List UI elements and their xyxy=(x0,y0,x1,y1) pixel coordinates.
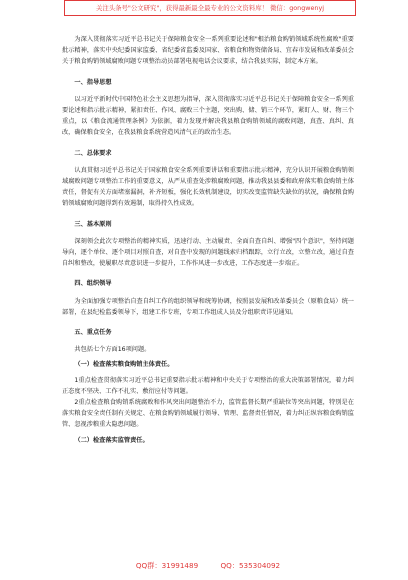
section-heading-2: 二、总体要求 xyxy=(74,149,112,157)
qq-number: QQ：535304092 xyxy=(220,561,281,570)
section-heading-3: 三、基本原则 xyxy=(74,220,112,228)
section-4-paragraph: 为全面加强专项整治自查自纠工作的组织领导和统筹协调，按照县发展和改革委员会（原粮食局）统一部署，在县纪检监委领导下，组建工作专班，专项工作组成人员及分组职责详见通知。 xyxy=(62,297,354,316)
section-5-paragraph: 共包括七个方面16项问题。 xyxy=(74,346,151,354)
document-body xyxy=(62,34,354,450)
subsection-1-paragraph-2: 2重点检查粮食购销系统腐败和作风突出问题整治不力，监管监督长期严重缺位等突出问题，特别是在落实粮食安全责任制有关规定、在粮食购销领域履行领导、管理、监督责任情况，着力纠正纵容粮食购销监管、忽视涉粮重大隐患问题。 xyxy=(62,399,354,429)
footer-contact xyxy=(62,561,354,571)
subsection-heading-1: （一）检查落实粮食购销主体责任。 xyxy=(74,361,174,369)
top-banner: 关注头条号"公文研究"，获得最新最全最专业的公文资料库！ 微信：gongwenyj xyxy=(64,0,356,16)
section-2-paragraph: 认真贯彻习近平总书记关于国家粮食安全系列重要讲话和重要指示批示精神，充分认识开展粮食购销领域腐败问题专项整治工作的重要意义，从严从重查处涉粮腐败问题，推动我县县委和政府落实粮食购销主体责任，督促有关方面堵塞漏洞，补齐短板，强化长效机制建设，切实改变监管缺失缺位的状况，确保粮食购销领域腐败问题得到有效遏制，取得持久性成效。 xyxy=(62,166,354,208)
subsection-1-paragraph-1: 1重点检查贯彻落实习近平总书记重要指示批示精神和中央关于专项整治的重大决策部署情况，着力纠正态度不坚决、工作不扎实、敷衍应付等问题。 xyxy=(62,376,354,395)
section-1-paragraph: 以习近平新时代中国特色社会主义思想为指导，深入贯彻落实习近平总书记关于保障粮食安全一系列重要论述和指示批示精神，紧扣责任、作风、腐败三个主题，突出购、储、销三个环节，紧盯人、财、物三个重点，以《粮食流通管理条例》为依据，着力发现并解决我县粮食购销领域的腐败问题，真查、真纠、真改，确保粮食安全，在我县粮食系统营造风清气正的政治生态。 xyxy=(62,95,354,137)
section-heading-1: 一、指导思想 xyxy=(74,78,112,86)
subsection-heading-2: （二）检查落实监管责任。 xyxy=(74,436,149,444)
section-heading-5: 五、重点任务 xyxy=(74,329,112,337)
qq-group: QQ群：31991489 xyxy=(135,561,199,570)
section-heading-4: 四、组织领导 xyxy=(74,280,112,288)
intro-paragraph: 为深入贯彻落实习近平总书记关于保障粮食安全一系列重要论述和"根治粮食购销领域系统性腐败"重要批示精神，落实中央纪委国家监委、省纪委省监委及国家、省粮食和物资储备局、宜春市发展和改革委员会关于粮食购销领域腐败问题专项整治动员部署电视电话会议要求，结合我县实际，制定本方案。 xyxy=(62,36,354,66)
section-3-paragraph: 深刻领会此次专项整治的精神实质，迅速行动、主动履责、全面自查自纠、增强"四个意识"，坚持问题导向，逐个单位、逐个项目对照自查，对自查中发现的问题线索归档跟踪，立行立改，立整立改，通过自查自纠和整改，使履职尽责意识进一步提升，工作作风进一步改进，工作态度进一步端正。 xyxy=(62,237,354,268)
